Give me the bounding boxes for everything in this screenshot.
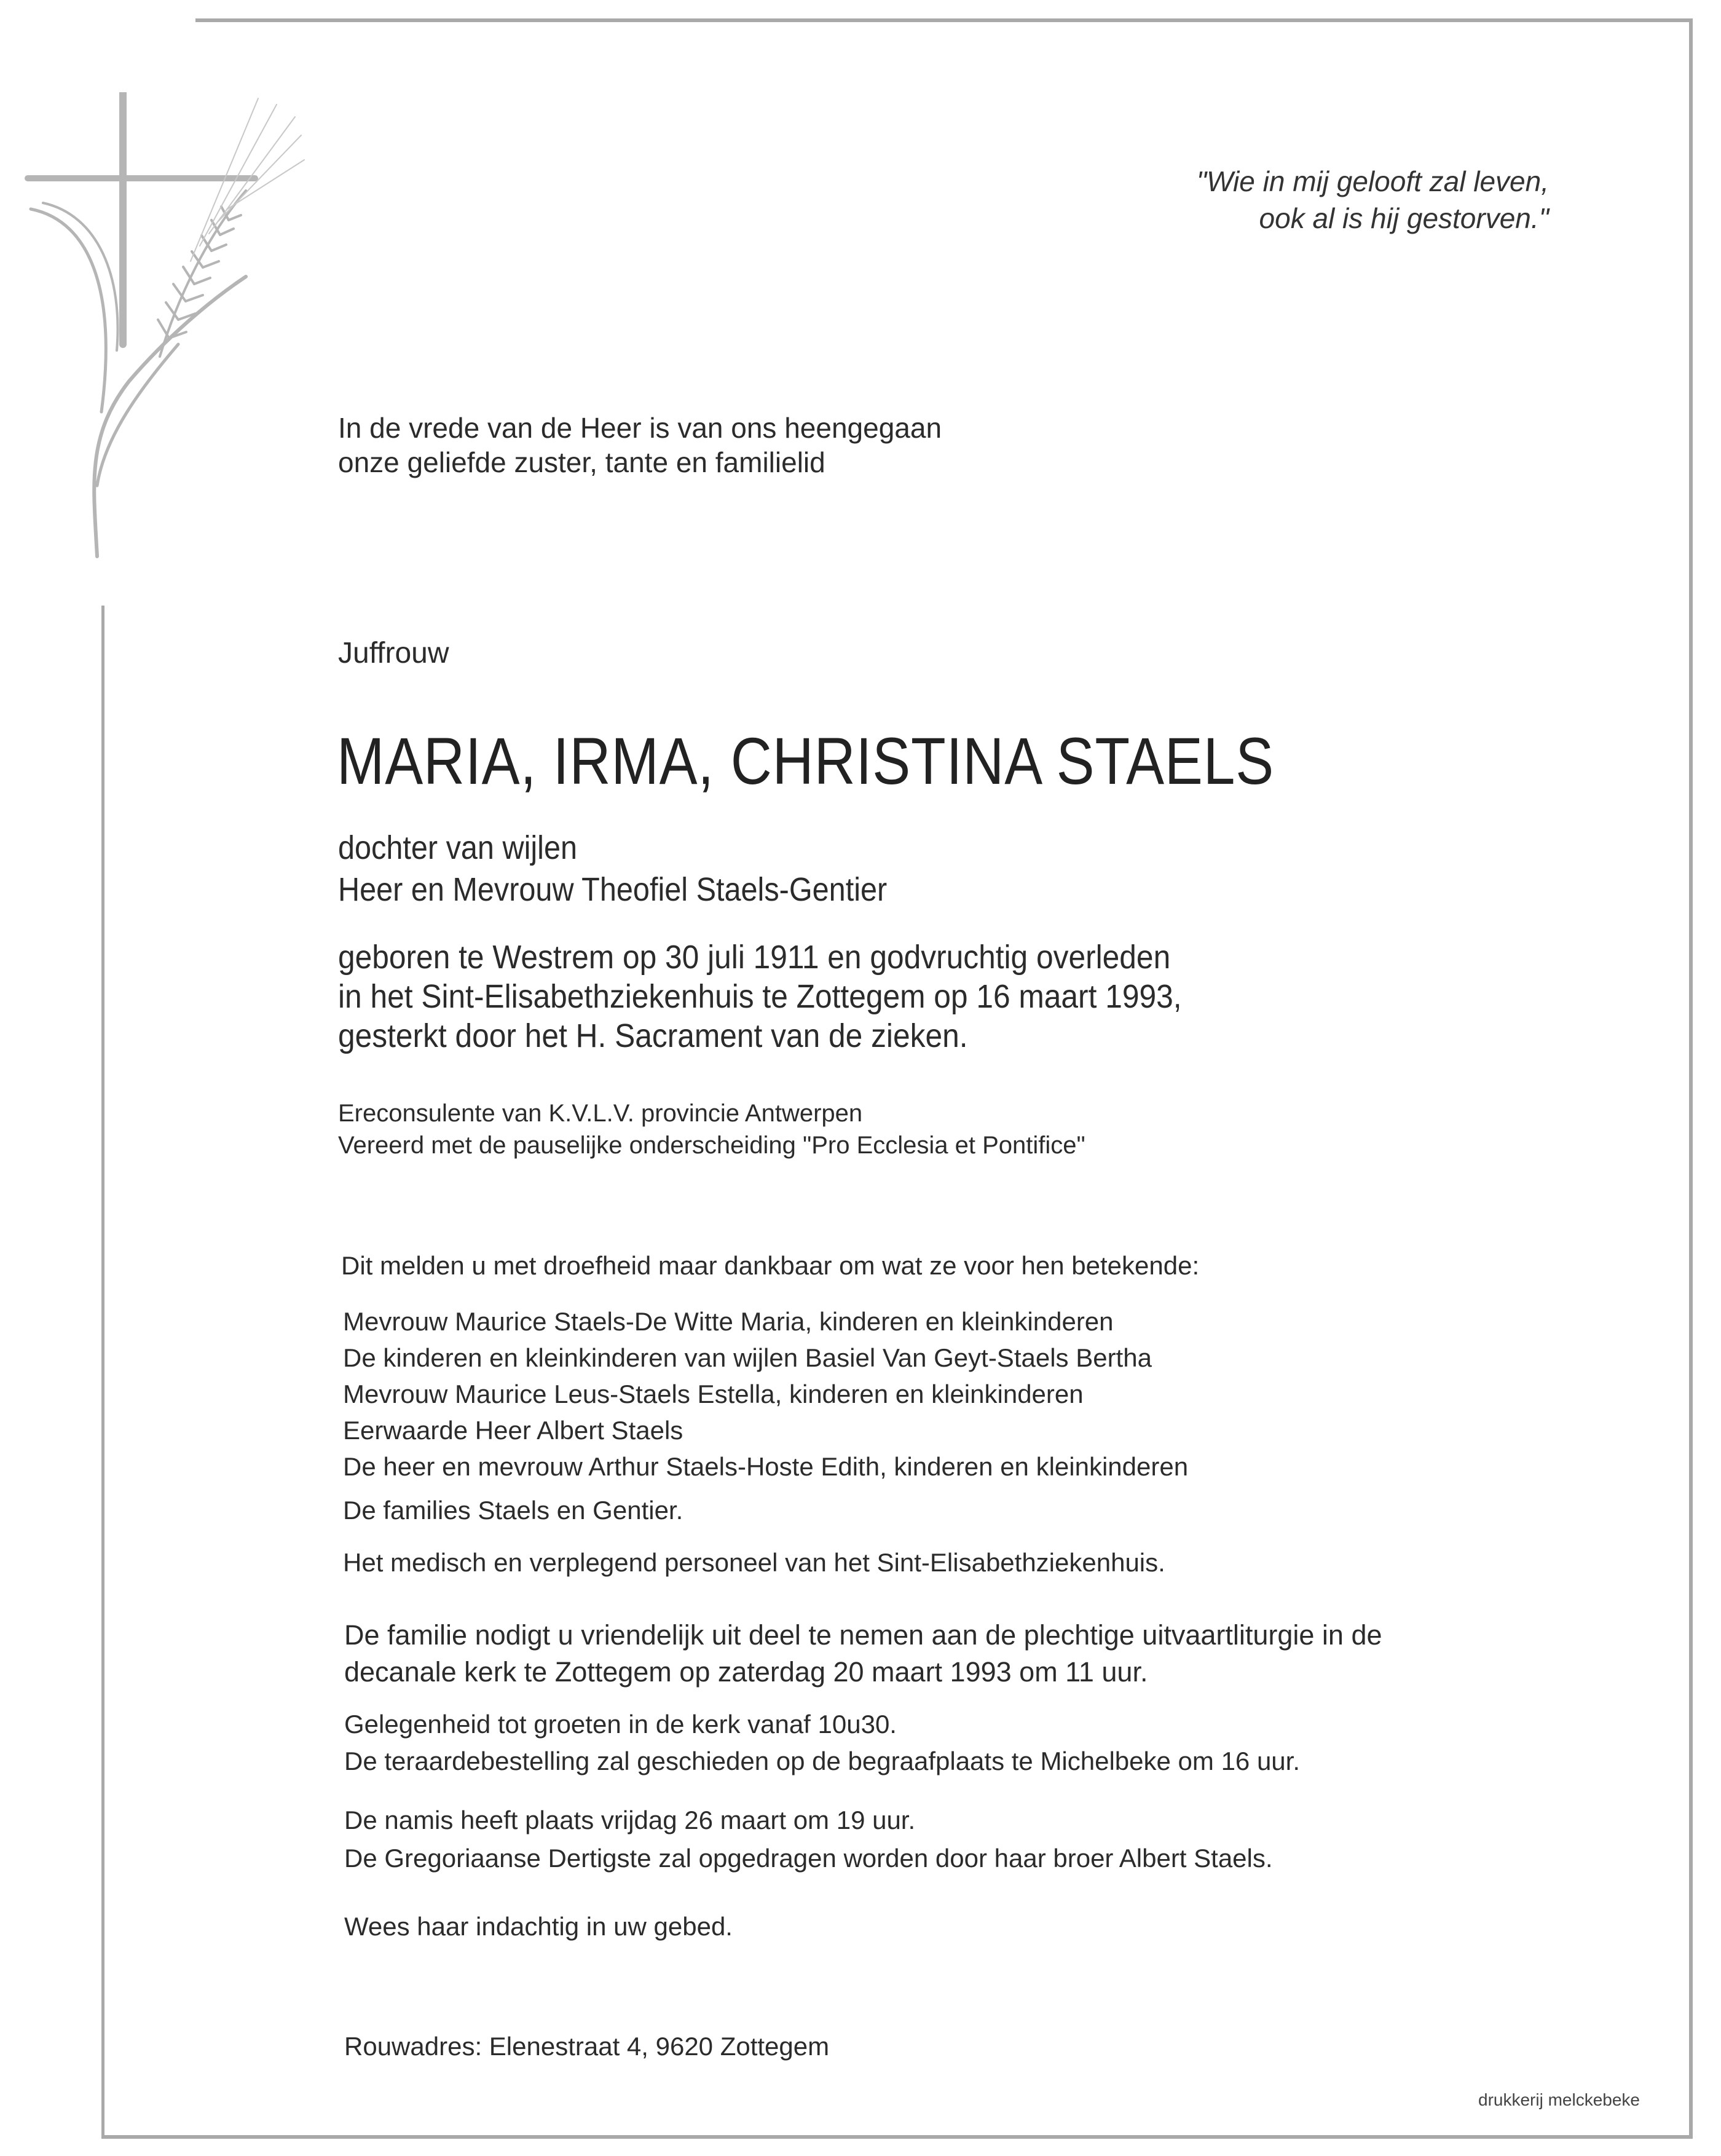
honors-text [338,1097,1085,1161]
funeral-invitation [344,1617,1382,1691]
list-item: Mevrouw Maurice Staels-De Witte Maria, kinderen en kleinkinderen [343,1307,1114,1336]
list-item: Eerwaarde Heer Albert Staels [343,1416,683,1445]
honors-line-2: Vereerd met de pauselijke onderscheiding "Pro Ecclesia et Pontifice" [338,1132,1085,1159]
staff-thanks: Het medisch en verplegend personeel van het Sint-Elisabethziekenhuis. [343,1548,1165,1577]
wake-line-1: De namis heeft plaats vrijdag 26 maart om 19 uur. [344,1806,916,1834]
birth-line-3: gesterkt door het H. Sacrament van de zieken. [338,1017,968,1054]
greeting-burial [344,1706,1300,1780]
list-item: De heer en mevrouw Arthur Staels-Hoste Edith, kinderen en kleinkinderen [343,1452,1189,1481]
border-right [1689,18,1693,2139]
border-top [195,18,1693,22]
list-item: De kinderen en kleinkinderen van wijlen Basiel Van Geyt-Staels Bertha [343,1343,1152,1372]
parents-line-2: Heer en Mevrouw Theofiel Staels-Gentier [338,871,888,908]
mourning-address: Rouwadres: Elenestraat 4, 9620 Zottegem [344,2032,830,2061]
bible-quote [1197,163,1549,237]
list-item: De families Staels en Gentier. [343,1496,683,1525]
birth-line-1: geboren te Westrem op 30 juli 1911 en godvruchtig overleden [338,939,1171,976]
border-bottom [103,2135,1693,2139]
quote-line-2: ook al is hij gestorven." [1259,202,1549,234]
greeting-line-2: De teraardebestelling zal geschieden op de begraafplaats te Michelbeke om 16 uur. [344,1747,1301,1775]
announcement: Dit melden u met droefheid maar dankbaar om wat ze voor hen betekende: [341,1251,1200,1280]
cross-and-wheat-icon [25,92,307,559]
birth-line-2: in het Sint-Elisabethziekenhuis te Zottegem op 16 maart 1993, [338,978,1182,1015]
parents-text [338,827,887,910]
funeral-line-1: De familie nodigt u vriendelijk uit deel te nemen aan de plechtige uitvaartliturgie in de [344,1619,1382,1651]
intro-line-2: onze geliefde zuster, tante en familielid [338,446,825,478]
intro-text [338,411,942,480]
funeral-line-2: decanale kerk te Zottegem op zaterdag 20 maart 1993 om 11 uur. [344,1656,1148,1688]
relatives-list [343,1303,1188,1528]
intro-line-1: In de vrede van de Heer is van ons heengegaan [338,412,942,444]
parents-line-1: dochter van wijlen [338,829,578,866]
mass-info [344,1801,1273,1878]
greeting-line-1: Gelegenheid tot groeten in de kerk vanaf 10u30. [344,1710,897,1739]
honorific: Juffrouw [338,637,449,669]
quote-line-1: "Wie in mij gelooft zal leven, [1196,165,1549,197]
remembrance: Wees haar indachtig in uw gebed. [344,1912,733,1941]
border-left [101,606,104,2139]
honors-line-1: Ereconsulente van K.V.L.V. provincie Antwerpen [338,1100,863,1127]
list-item: Mevrouw Maurice Leus-Staels Estella, kinderen en kleinkinderen [343,1380,1084,1408]
birth-death-text [338,938,1182,1056]
printer-credit: drukkerij melckebeke [1478,2090,1640,2109]
deceased-name: MARIA, IRMA, CHRISTINA STAELS [337,724,1275,798]
wake-line-2: De Gregoriaanse Dertigste zal opgedragen worden door haar broer Albert Staels. [344,1844,1273,1873]
